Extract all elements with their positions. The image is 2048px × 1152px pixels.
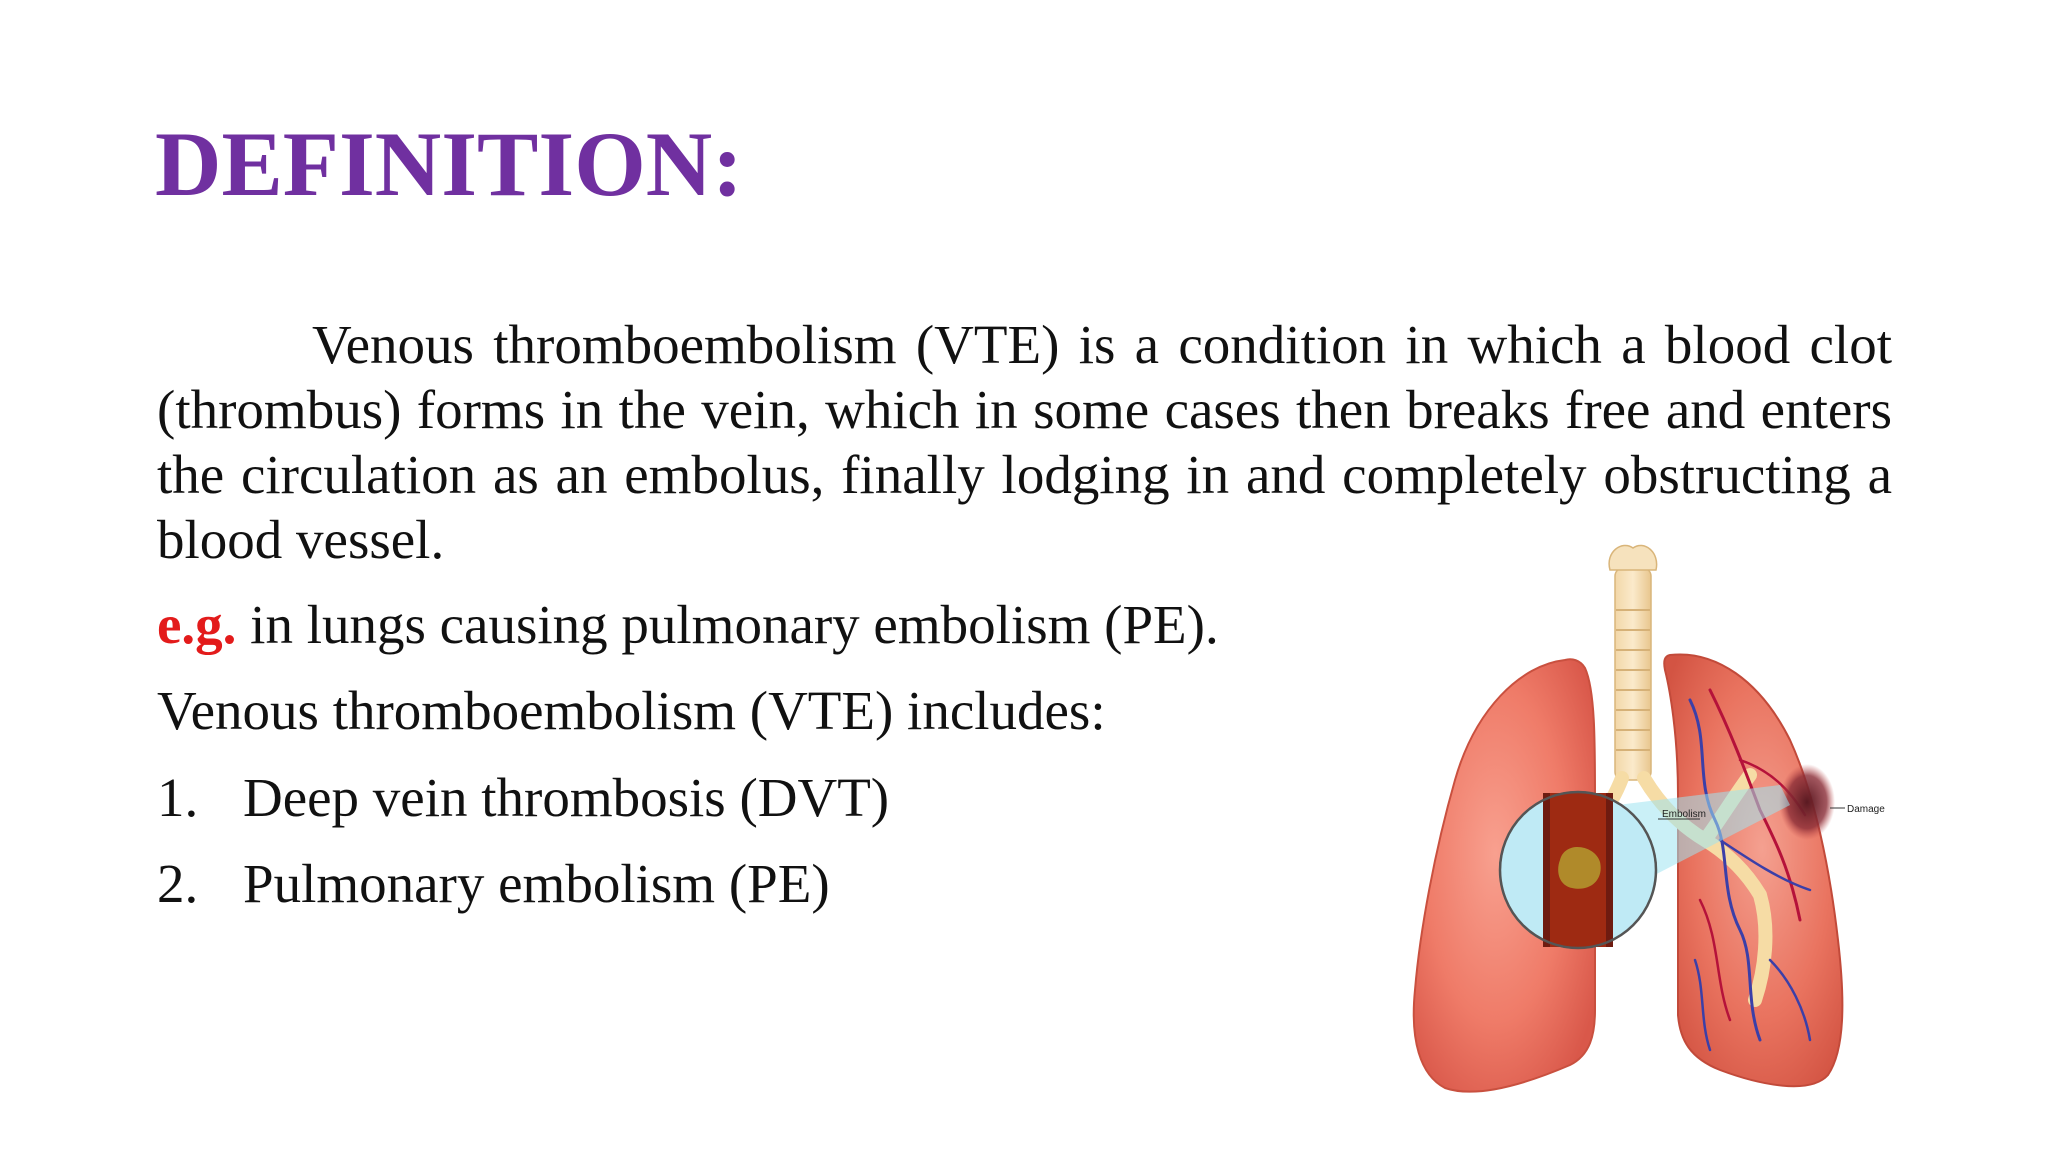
slide-title: DEFINITION: (155, 113, 743, 215)
example-text: in lungs causing pulmonary embolism (PE). (236, 594, 1219, 655)
vte-list (157, 765, 889, 937)
damage-label: Damage (1847, 804, 1885, 815)
list-item (157, 851, 889, 916)
definition-paragraph: Venous thromboembolism (VTE) is a condition in which a blood clot (thrombus) forms in the vein, which in some cases then breaks free and enters the circulation as an embolus, finally lodging in and completely obstructing a blood vessel. (157, 314, 1892, 570)
list-item-number: 1. (157, 767, 199, 828)
lung-illustration-svg (1360, 540, 1920, 1100)
embolism-label: Embolism (1662, 809, 1706, 820)
example-line (157, 592, 1219, 657)
list-item-text: Deep vein thrombosis (DVT) (243, 767, 890, 828)
trachea (1609, 545, 1657, 780)
magnified-vessel (1500, 792, 1656, 948)
example-label: e.g. (157, 594, 237, 655)
lung-embolism-illustration (1360, 540, 1920, 1100)
includes-line: Venous thromboembolism (VTE) includes: (157, 680, 1106, 741)
list-item-number: 2. (157, 853, 199, 914)
list-item-text: Pulmonary embolism (PE) (243, 853, 830, 914)
list-item (157, 765, 889, 830)
